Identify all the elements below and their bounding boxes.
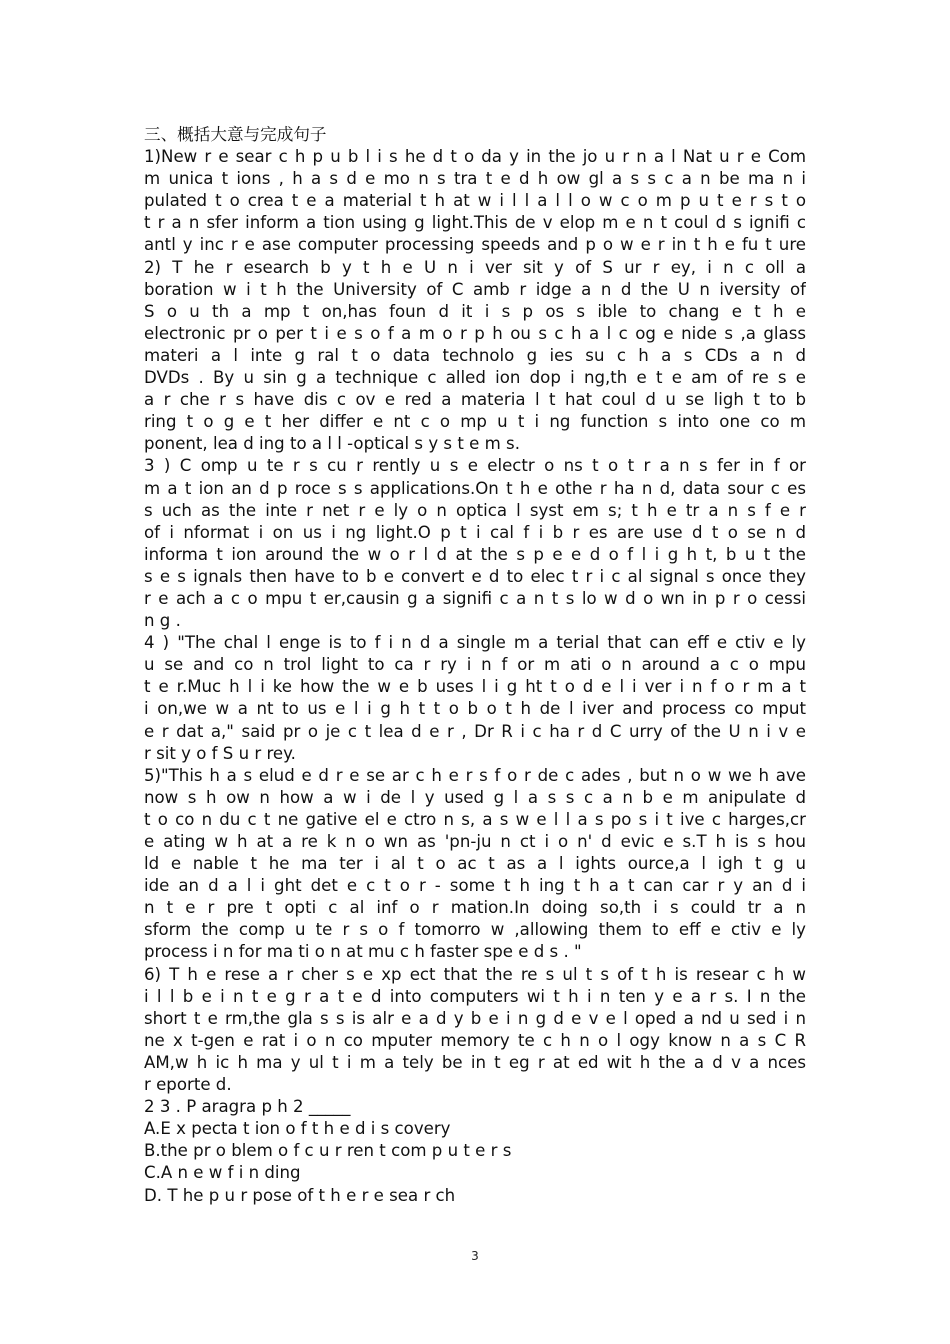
passage-line: 4 ) "The chal l enge is to f i n d a single m a terial that can eff e ctiv e ly bbox=[144, 633, 806, 653]
passage-line: S o u th a mp t on,has foun d it i s p os s ible to chang e t h e bbox=[144, 301, 806, 321]
passage-line: sform the comp u te r s o f tomorro w ,allowing them to eff e ctiv e ly bbox=[144, 920, 806, 940]
passage-line: AM,w h ic h ma y ul t i m a tely be in t eg r at ed wit h the a d v a nces bbox=[144, 1052, 806, 1072]
passage-line: 1)New r e sear c h p u b l i s he d t o da y in the jo u r n a l Nat u r e Com bbox=[144, 147, 806, 167]
passage-line: m a t ion an d p roce s s applications.On t h e othe r ha n d, data sour c es bbox=[144, 478, 806, 498]
option-b: B.the pr o blem o f c u r ren t com p u t e r s bbox=[144, 1141, 512, 1161]
passage-line: n t e r pre t opti c al inf o r mation.In doing so,th i s could tr a n bbox=[144, 898, 806, 918]
page-number: 3 bbox=[471, 1249, 479, 1263]
passage-line: m unica t ions , h a s d e mo n s tra t e d h ow gl a s s c a n be ma n i bbox=[144, 169, 806, 189]
passage-line: t e r.Muc h l i ke how the w e b uses l i g ht t o d e l i ver i n f o r m a t bbox=[144, 677, 806, 697]
passage-line: process i n for ma ti o n at mu c h faster spe e d s . " bbox=[144, 942, 582, 962]
passage-line: now s h ow n how a w i de l y used g l a s s c a n b e m anipulate d bbox=[144, 787, 806, 807]
passage-line: ide an d a l i ght det e c t o r - some t h ing t h a t can car r y an d i bbox=[144, 876, 806, 896]
passage-line: DVDs . By u sin g a technique c alled ion dop i ng,th e t e am of re s e bbox=[144, 368, 806, 388]
passage-line: of i nformat i on us i ng light.O p t i cal f i b r es are use d t o se n d bbox=[144, 522, 806, 542]
passage-line: boration w i t h the University of C amb r idge a n d the U n iversity of bbox=[144, 279, 806, 299]
passage-line: 2) T he r esearch b y t h e U n i ver sit y of S ur r ey, i n c oll a bbox=[144, 257, 806, 277]
passage-line: r e ach a c o mpu t er,causin g a signifi c a n t s lo w d o wn in p r o cessi bbox=[144, 588, 806, 608]
passage-line: short t e rm,the gla s s is alr e a d y b e i n g d e v e l oped a nd u sed i n bbox=[144, 1008, 806, 1028]
passage-line: ring t o g e t her differ e nt c o mp u t i ng function s into one co m bbox=[144, 412, 806, 432]
passage-line: n g . bbox=[144, 611, 181, 631]
section-heading: 三、概括大意与完成句子 bbox=[144, 125, 327, 144]
passage-line: 6) T h e rese a r cher s e xp ect that the re s ul t s of t h is resear c h w bbox=[144, 964, 806, 984]
option-a: A.E x pecta t ion o f t h e d i s covery bbox=[144, 1119, 451, 1139]
option-d: D. T he p u r pose of t h e r e sea r ch bbox=[144, 1185, 456, 1205]
passage-line: t o co n du c t ne gative el e ctro n s, a s w e l l a s po s i t ive c harges,cr bbox=[144, 809, 806, 829]
passage-line: t r a n sfer inform a tion using g light.This de v elop m e n t coul d s ignifi c bbox=[144, 213, 806, 233]
question-stem: 2 3 . P aragra p h 2 _____ bbox=[144, 1097, 351, 1117]
passage-line: a r che r s have dis c ov e red a materia l t hat coul d u se ligh t to b bbox=[144, 390, 806, 410]
passage-line: 3 ) C omp u te r s cu r rently u s e electr o ns t o t r a n s fer in f or bbox=[144, 456, 806, 476]
passage-line: s uch as the inte r net r e ly o n optica l syst em s; t h e tr a n s f e r bbox=[144, 500, 806, 520]
passage-line: electronic pr o per t i e s o f a m o r p h ou s c h a l c og e nide s ,a glass bbox=[144, 323, 806, 343]
passage-line: ld e nable t he ma ter i al t o ac t as a l ights ource,a l igh t g u bbox=[144, 854, 806, 874]
passage-line: e r dat a," said pr o je c t lea d e r , Dr R i c ha r d C urry of the U n i v e bbox=[144, 721, 806, 741]
passage-line: e ating w h at a re k n o wn as 'pn-ju n ct i o n' d evic e s.T h is s hou bbox=[144, 832, 806, 851]
passage-text bbox=[144, 146, 806, 1096]
passage-line: i on,we w a nt to us e l i g h t t o b o t h de l iver and process co mput bbox=[144, 699, 806, 719]
passage-line: informa t ion around the w o r l d at the s p e e d o f l i g h t, b u t the bbox=[144, 544, 806, 564]
passage-line: antl y inc r e ase computer processing speeds and p o w e r in t h e fu t ure bbox=[144, 235, 806, 255]
page-content bbox=[144, 124, 806, 1207]
passage-line: pulated t o crea t e a material t h at w i l l a l l o w c o m p u t e r s t o bbox=[144, 191, 806, 211]
passage-line: i l l b e i n t e g r a t e d into computers wi t h i n ten y e a r s. I n the bbox=[144, 986, 806, 1006]
passage-line: u se and co n trol light to ca r ry i n f or m ati o n around a c o mpu bbox=[144, 655, 806, 675]
passage-line: ponent, lea d ing to a l l -optical s y s t e m s. bbox=[144, 434, 520, 454]
answer-options bbox=[144, 1118, 806, 1206]
passage-line: s e s ignals then have to b e convert e d to elec t r i c al signal s once they bbox=[144, 566, 806, 586]
passage-line: ne x t-gen e rat i o n co mputer memory te c h n o l ogy know n a s C R bbox=[144, 1030, 806, 1050]
passage-line: r eporte d. bbox=[144, 1075, 232, 1095]
passage-line: 5)"This h a s elud e d r e se ar c h e r s f o r de c ades , but n o w we h ave bbox=[144, 765, 806, 785]
passage-line: r sit y o f S u r rey. bbox=[144, 743, 296, 763]
passage-line: materi a l inte g ral t o data technolo g ies su c h a s CDs a n d bbox=[144, 345, 806, 365]
option-c: C.A n e w f i n ding bbox=[144, 1163, 301, 1183]
